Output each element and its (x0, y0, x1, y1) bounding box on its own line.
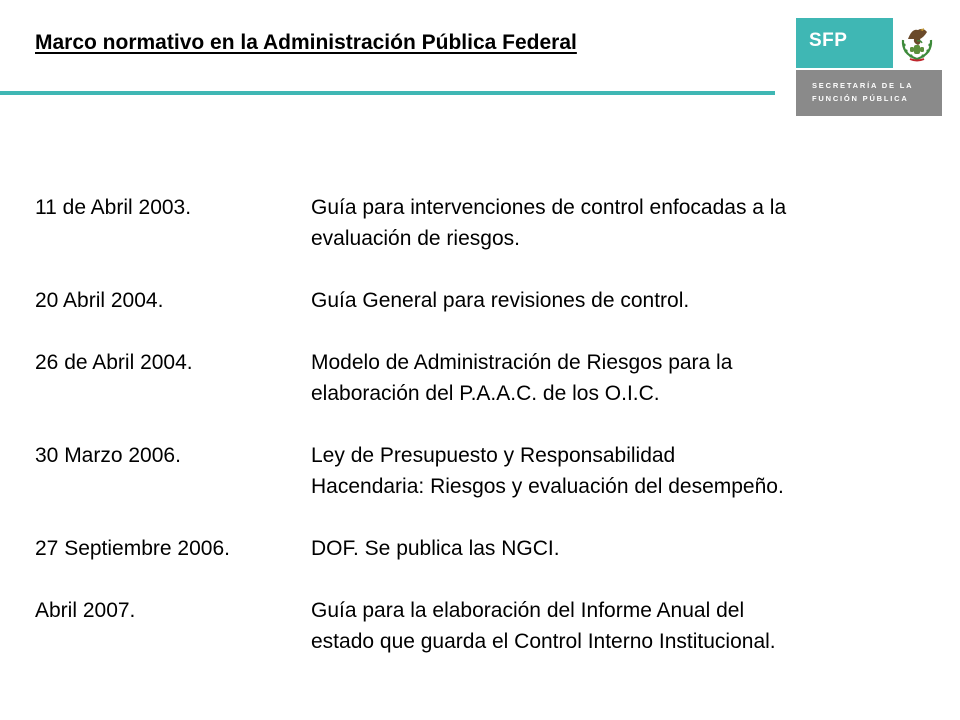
title-underline-bar (0, 91, 775, 95)
timeline-entry (35, 347, 935, 409)
timeline-entry (35, 192, 935, 254)
logo-org-line-1: SECRETARÍA DE LA (812, 81, 914, 90)
entry-description: Guía para intervenciones de control enfocadas a la evaluación de riesgos. (311, 196, 787, 250)
logo-teal-block (796, 18, 893, 68)
coat-of-arms-icon (893, 18, 942, 68)
logo-top-band (796, 18, 942, 68)
timeline-entry (35, 533, 935, 564)
entry-date: 20 Abril 2004. (35, 289, 164, 312)
logo-org-line-2: FUNCIÓN PÚBLICA (812, 94, 909, 103)
timeline-entry (35, 440, 935, 502)
timeline-entry (35, 595, 935, 657)
entry-description: Modelo de Administración de Riesgos para la elaboración del P.A.A.C. de los O.I.C. (311, 351, 733, 405)
logo-mark: SFP (809, 30, 848, 51)
timeline-entry (35, 285, 935, 316)
entry-date: 27 Septiembre 2006. (35, 537, 230, 560)
logo-divider (796, 68, 942, 70)
entry-description: Guía para la elaboración del Informe Anual del estado que guarda el Control Interno Institucional. (311, 599, 776, 653)
entry-description: Ley de Presupuesto y Responsabilidad Hacendaria: Riesgos y evaluación del desempeño. (311, 444, 784, 498)
logo-org-name (812, 79, 940, 105)
entry-date: 26 de Abril 2004. (35, 351, 193, 374)
timeline-list (35, 192, 935, 688)
entry-date: 11 de Abril 2003. (35, 196, 192, 219)
entry-description: DOF. Se publica las NGCI. (311, 537, 560, 560)
sfp-logo (796, 18, 942, 116)
entry-description: Guía General para revisiones de control. (311, 289, 690, 312)
entry-date: 30 Marzo 2006. (35, 444, 181, 467)
slide-title: Marco normativo en la Administración Pública Federal (35, 31, 577, 54)
entry-date: Abril 2007. (35, 599, 136, 622)
